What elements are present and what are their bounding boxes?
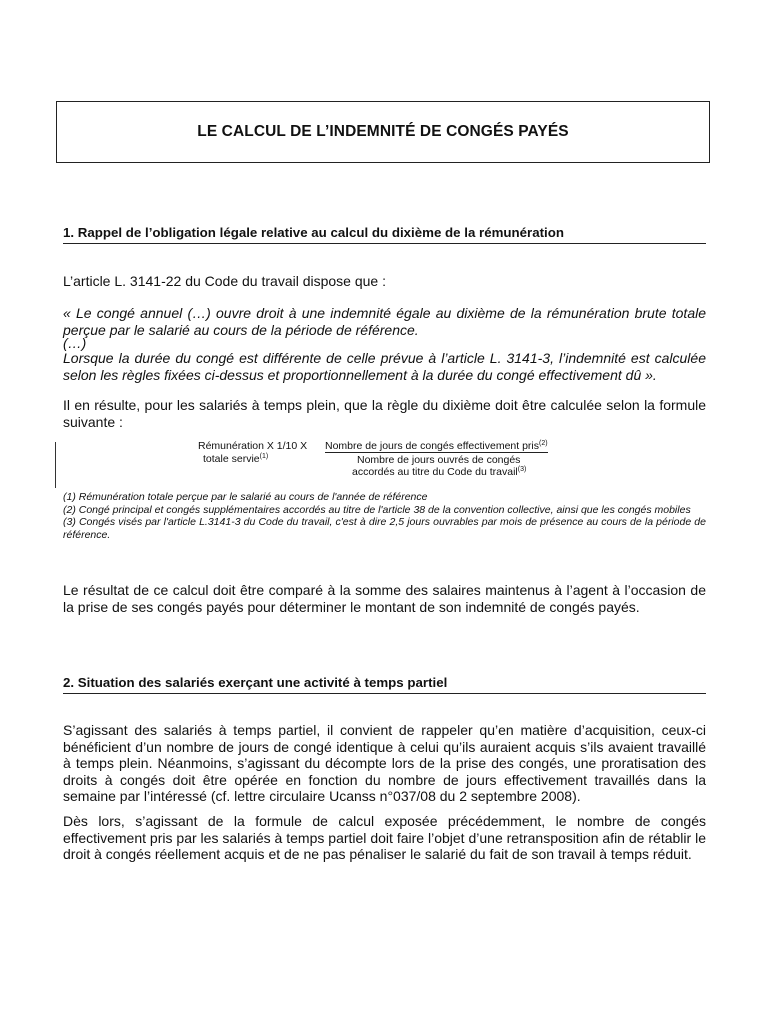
footnote-ref-3: (3) — [517, 466, 527, 473]
retransposition-paragraph: Dès lors, s’agissant de la formule de calcul exposée précédemment, le nombre de congés effectivement pris par les salariés à temps partiel doit faire l’objet d’une retransposition afin de rétablir le droit à congés réellement acquis et de ne pas pénaliser le salarié du fait de son travail à temps réduit. — [63, 813, 706, 862]
quote-ellipsis: (…) — [63, 335, 87, 351]
document-title: LE CALCUL DE L’INDEMNITÉ DE CONGÉS PAYÉS — [197, 123, 569, 140]
formula-numerator — [325, 440, 548, 453]
footnote-ref-2: (2) — [539, 440, 548, 447]
footnote-2: (2) Congé principal et congés supplémentaires accordés au titre de l'article 38 de la convention collective, ainsi que les congés mobiles — [63, 503, 691, 516]
part-time-paragraph: S’agissant des salariés à temps partiel, il convient de rappeler qu’en matière d’acquisition, ceux-ci bénéficient d’un nombre de jours de congé identique à celui qu’ils auraient acquis s’ils avaient travaillé à temps plein. Néanmoins, s’agissant du décompte lors de la prise des congés, une proratisation des droits à congés doit être opérée en fonction du nombre de jours effectivement travaillés dans la semaine par l’intéressé (cf. lettre circulaire Ucanss n°037/08 du 2 septembre 2008). — [63, 722, 706, 804]
formula-left-bottom — [203, 453, 268, 465]
footnote-3: (3) Congés visés par l'article L.3141-3 du Code du travail, c'est à dire 2,5 jours ouvrables par mois de présence au cours de la période de référence. — [63, 516, 706, 541]
quote-part-1: « Le congé annuel (…) ouvre droit à une indemnité égale au dixième de la rémunération brute totale perçue par le salarié au cours de la période de référence. — [63, 305, 706, 338]
section-1-heading: 1. Rappel de l’obligation légale relative au calcul du dixième de la rémunération — [63, 225, 706, 244]
footnote-1: (1) Rémunération totale perçue par le salarié au cours de l'année de référence — [63, 491, 428, 503]
article-intro: L’article L. 3141-22 du Code du travail dispose que : — [63, 273, 386, 289]
formula-numerator-text: Nombre de jours de congés effectivement pris — [325, 440, 539, 452]
comparison-paragraph: Le résultat de ce calcul doit être comparé à la somme des salaires maintenus à l’agent à l’occasion de la prise de ses congés payés pour déterminer le montant de son indemnité de congés payés. — [63, 582, 706, 615]
section-2-heading: 2. Situation des salariés exerçant une activité à temps partiel — [63, 675, 706, 694]
formula-denominator-line2 — [352, 466, 526, 478]
formula-intro: Il en résulte, pour les salariés à temps plein, que la règle du dixième doit être calculée selon la formule suivante : — [63, 397, 706, 430]
title-box — [56, 101, 710, 163]
quote-part-2: Lorsque la durée du congé est différente de celle prévue à l’article L. 3141-3, l’indemnité est calculée selon les règles fixées ci-dessus et proportionnellement à la durée du congé effectivement dû ». — [63, 350, 706, 383]
formula-margin-line — [55, 442, 56, 488]
formula-denominator-line1: Nombre de jours ouvrés de congés — [357, 454, 521, 466]
footnotes — [63, 491, 706, 541]
formula-left-top: Rémunération X 1/10 X — [198, 440, 308, 452]
formula-denominator-text: accordés au titre du Code du travail — [352, 466, 518, 478]
formula-left-bottom-text: totale servie — [203, 453, 260, 465]
footnote-ref-1: (1) — [259, 453, 269, 460]
